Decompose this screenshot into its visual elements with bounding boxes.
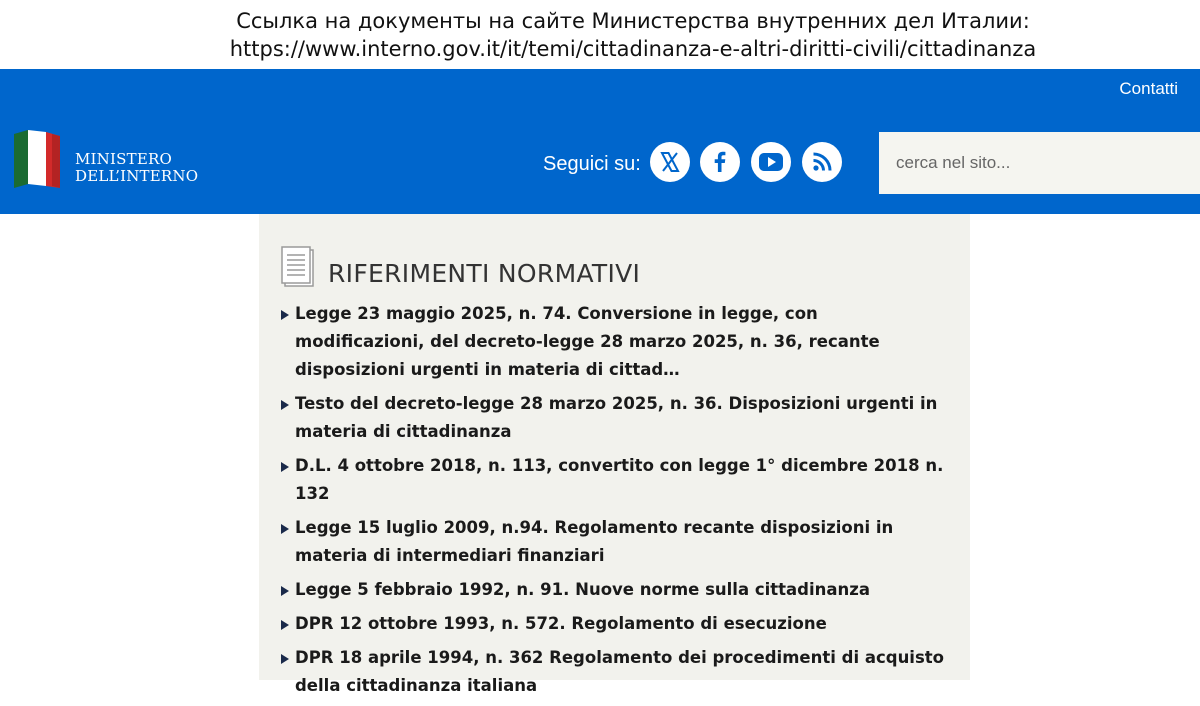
references-list [281,300,949,706]
x-icon [650,142,690,182]
facebook-icon [700,142,740,182]
list-item [281,576,949,604]
rss-icon [802,142,842,182]
logo-text [75,151,198,185]
list-item [281,390,949,446]
reference-link[interactable]: Legge 15 luglio 2009, n.94. Regolamento recante disposizioni in materia di intermediari finanziari [295,518,894,565]
list-item [281,452,949,508]
reference-link[interactable]: Testo del decreto-legge 28 marzo 2025, n. 36. Disposizioni urgenti in materia di cittadinanza [295,394,938,441]
bullet-arrow-icon [281,586,289,596]
reference-link[interactable]: D.L. 4 ottobre 2018, n. 113, convertito con legge 1° dicembre 2018 n. 132 [295,456,944,503]
list-item [281,300,949,384]
document-icon [281,246,317,288]
bullet-arrow-icon [281,310,289,320]
bullet-arrow-icon [281,654,289,664]
search-input[interactable] [879,132,1200,194]
bullet-arrow-icon [281,620,289,630]
facebook-social-button[interactable] [700,142,740,182]
youtube-icon [751,142,791,182]
list-item [281,610,949,638]
reference-link[interactable]: DPR 12 ottobre 1993, n. 572. Regolamento di esecuzione [295,614,827,633]
panel-title: RIFERIMENTI NORMATIVI [328,259,641,288]
contatti-link[interactable]: Contatti [1119,79,1178,98]
reference-link[interactable]: Legge 5 febbraio 1992, n. 91. Nuove norme sulla cittadinanza [295,580,871,599]
list-item [281,644,949,700]
bullet-arrow-icon [281,524,289,534]
youtube-social-button[interactable] [751,142,791,182]
italian-flag-icon [8,130,68,190]
caption [0,0,1200,69]
x-social-button[interactable] [650,142,690,182]
rss-social-button[interactable] [802,142,842,182]
bullet-arrow-icon [281,462,289,472]
logo-line-1: MINISTERO [75,150,172,168]
logo-line-2: DELL’INTERNO [75,167,199,185]
reference-link[interactable]: DPR 18 aprile 1994, n. 362 Regolamento dei procedimenti di acquisto della cittadinanza italiana [295,648,945,695]
ministry-logo[interactable] [8,130,228,190]
list-item [281,514,949,570]
riferimenti-panel [259,214,970,695]
seguici-label: Seguici su: [543,153,641,175]
reference-link[interactable]: Legge 23 maggio 2025, n. 74. Conversione in legge, con modificazioni, del decreto-legge 28 marzo 2025, n. 36, recante disposizioni urgenti in materia di cittad… [295,304,880,379]
bullet-arrow-icon [281,400,289,410]
site-header [0,69,1200,214]
caption-line-1: Ссылка на документы на сайте Министерства внутренних дел Италии: [236,9,1030,33]
caption-line-2: https://www.interno.gov.it/it/temi/cittadinanza-e-altri-diritti-civili/cittadinanza [229,37,1037,61]
